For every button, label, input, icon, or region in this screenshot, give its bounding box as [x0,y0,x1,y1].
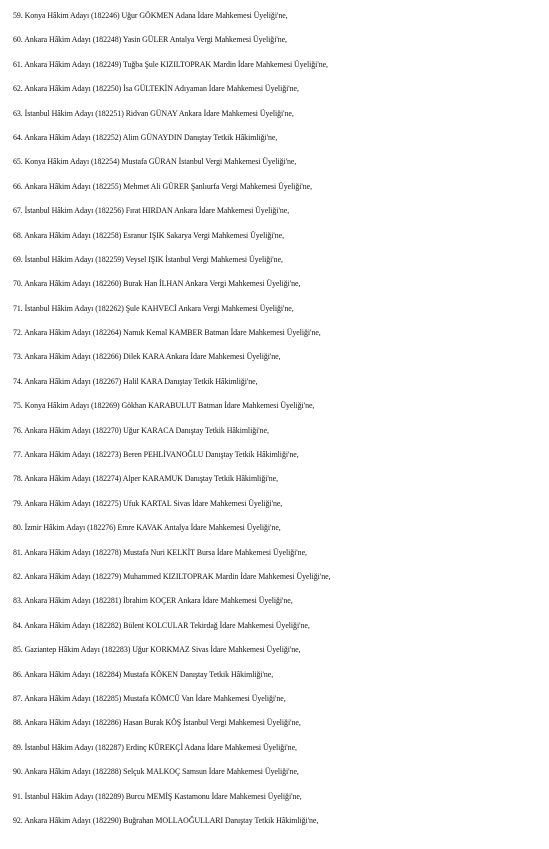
list-item: 79. Ankara Hâkim Adayı (182275) Ufuk KARTAL Sivas İdare Mahkemesi Üyeliği'ne, [13,498,283,508]
list-item: 67. İstanbul Hâkim Adayı (182256) Fırat HIRDAN Ankara İdare Mahkemesi Üyeliği'ne, [13,206,290,216]
list-item: 72. Ankara Hâkim Adayı (182264) Namık Kemal KAMBER Batman İdare Mahkemesi Üyeliği'ne, [13,328,321,338]
list-item: 68. Ankara Hâkim Adayı (182258) Esranur IŞIK Sakarya Vergi Mahkemesi Üyeliği'ne, [13,230,285,240]
appointment-list [13,4,549,833]
list-item: 84. Ankara Hâkim Adayı (182282) Bülent KOLCULAR Tekirdağ İdare Mahkemesi Üyeliği'ne, [13,620,310,630]
list-item: 81. Ankara Hâkim Adayı (182278) Mustafa Nuri KELKİT Bursa İdare Mahkemesi Üyeliği'ne, [13,547,307,557]
list-item: 70. Ankara Hâkim Adayı (182260) Burak Han İLHAN Ankara Vergi Mahkemesi Üyeliği'ne, [13,279,301,289]
list-item: 86. Ankara Hâkim Adayı (182284) Mustafa KÖKEN Danıştay Tetkik Hâkimliği'ne, [13,669,274,679]
list-item: 64. Ankara Hâkim Adayı (182252) Alim GÜNAYDIN Danıştay Tetkik Hâkimliği'ne, [13,132,278,142]
list-item: 78. Ankara Hâkim Adayı (182274) Alper KARAMUK Danıştay Tetkik Hâkimliği'ne, [13,474,278,484]
list-item: 87. Ankara Hâkim Adayı (182285) Mustafa KÖMCÜ Van İdare Mahkemesi Üyeliği'ne, [13,693,286,703]
list-item: 59. Konya Hâkim Adayı (182246) Uğur GÖKMEN Adana İdare Mahkemesi Üyeliği'ne, [13,11,288,20]
list-item: 89. İstanbul Hâkim Adayı (182287) Erdinç KÜREKÇİ Adana İdare Mahkemesi Üyeliği'ne, [13,742,297,752]
list-item: 74. Ankara Hâkim Adayı (182267) Halil KARA Danıştay Tetkik Hâkimliği'ne, [13,376,258,386]
list-item: 82. Ankara Hâkim Adayı (182279) Muhammed KIZILTOPRAK Mardin İdare Mahkemesi Üyeliği'ne, [13,571,331,581]
list-item: 80. İzmir Hâkim Adayı (182276) Emre KAVAK Antalya İdare Mahkemesi Üyeliği'ne, [13,523,281,533]
list-item: 83. Ankara Hâkim Adayı (182281) İbrahim KOÇER Ankara İdare Mahkemesi Üyeliği'ne, [13,596,293,606]
list-item: 61. Ankara Hâkim Adayı (182249) Tuğba Şule KIZILTOPRAK Mardin İdare Mahkemesi Üyeliği'ne, [13,59,328,69]
list-item: 90. Ankara Hâkim Adayı (182288) Selçuk MALKOÇ Samsun İdare Mahkemesi Üyeliği'ne, [13,767,299,777]
list-item: 77. Ankara Hâkim Adayı (182273) Beren PEHLİVANOĞLU Danıştay Tetkik Hâkimliği'ne, [13,450,299,460]
list-item: 92. Ankara Hâkim Adayı (182290) Buğrahan MOLLAOĞULLARI Danıştay Tetkik Hâkimliği'ne, [13,815,319,825]
list-item: 88. Ankara Hâkim Adayı (182286) Hasan Burak KÖŞ İstanbul Vergi Mahkemesi Üyeliği'ne, [13,718,301,728]
list-item: 73. Ankara Hâkim Adayı (182266) Dilek KARA Ankara İdare Mahkemesi Üyeliği'ne, [13,352,281,362]
list-item: 60. Ankara Hâkim Adayı (182248) Yasin GÜLER Antalya Vergi Mahkemesi Üyeliği'ne, [13,35,287,45]
list-item: 66. Ankara Hâkim Adayı (182255) Mehmet Ali GÜRER Şanlıurfa Vergi Mahkemesi Üyeliği'ne, [13,181,313,191]
list-item: 76. Ankara Hâkim Adayı (182270) Uğur KARACA Danıştay Tetkik Hâkimliği'ne, [13,425,269,435]
list-item: 91. İstanbul Hâkim Adayı (182289) Burcu MEMİŞ Kastamonu İdare Mahkemesi Üyeliği'ne, [13,791,302,801]
list-item: 62. Ankara Hâkim Adayı (182250) İsa GÜLTEKİN Adıyaman İdare Mahkemesi Üyeliği'ne, [13,84,299,94]
list-item: 75. Konya Hâkim Adayı (182269) Gökhan KARABULUT Batman İdare Mahkemesi Üyeliği'ne, [13,401,315,411]
list-item: 85. Gaziantep Hâkim Adayı (182283) Uğur KORKMAZ Sivas İdare Mahkemesi Üyeliği'ne, [13,645,301,655]
list-item: 71. İstanbul Hâkim Adayı (182262) Şule KAHVECİ Ankara Vergi Mahkemesi Üyeliği'ne, [13,303,294,313]
list-item: 63. İstanbul Hâkim Adayı (182251) Ridvan GÜNAY Ankara İdare Mahkemesi Üyeliği'ne, [13,108,294,118]
list-item: 65. Konya Hâkim Adayı (182254) Mustafa GÜRAN İstanbul Vergi Mahkemesi Üyeliği'ne, [13,157,297,167]
list-item: 69. İstanbul Hâkim Adayı (182259) Veysel IŞIK İstanbul Vergi Mahkemesi Üyeliği'ne, [13,254,283,264]
